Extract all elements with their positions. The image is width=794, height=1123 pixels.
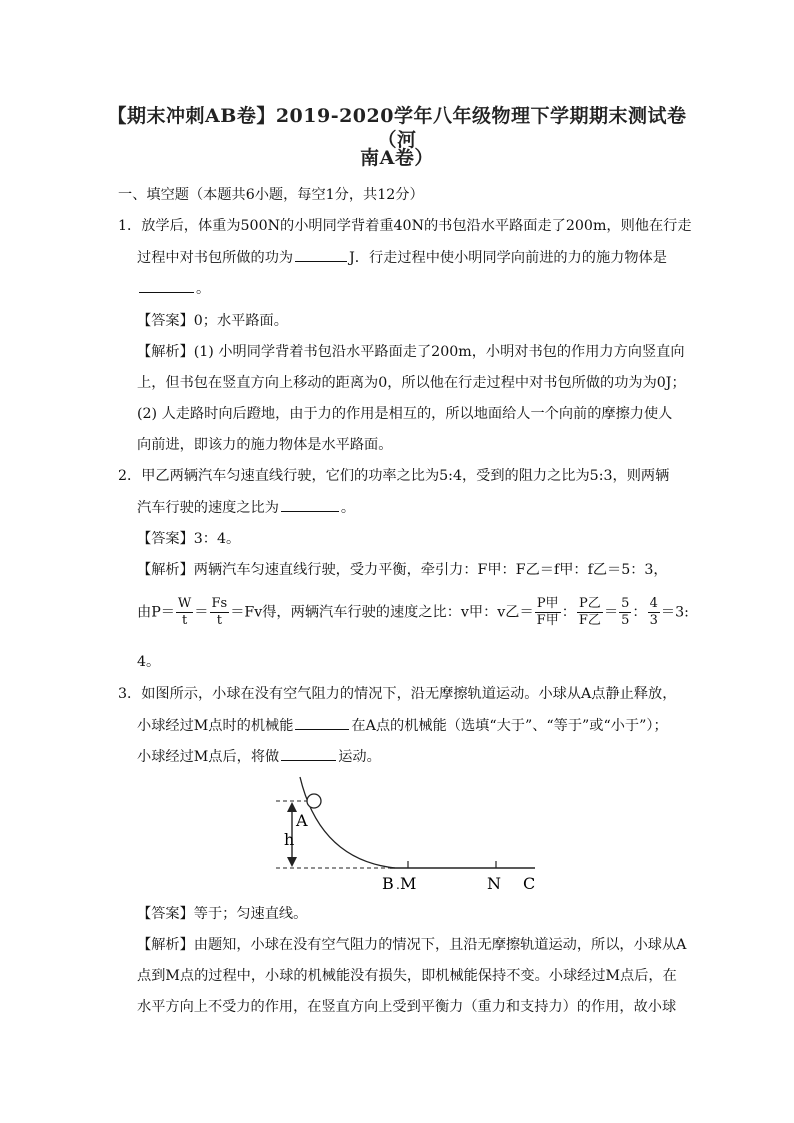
dot-separator: . xyxy=(396,878,400,892)
fraction-p-jia-over-f-jia: $\frac{\text{P甲}}{\text{F甲}}$ xyxy=(536,596,559,628)
q1-explanation-4: 向前进，即该力的施力物体是水平路面。 xyxy=(137,437,393,453)
q1-blank-1[interactable] xyxy=(295,247,347,262)
q3-line-3b: 运动。 xyxy=(338,749,381,765)
q1-blank-2[interactable] xyxy=(139,278,194,293)
fraction-w-over-t: $\frac{W}{t}$ xyxy=(177,596,192,628)
q3-line-2 xyxy=(137,715,668,736)
q3-explanation-2: 点到M点的过程中，小球的机械能没有损失，即机械能保持不变。小球经过M点后，在 xyxy=(137,968,677,984)
q2-explanation-1: 【解析】两辆汽车匀速直线行驶，受力平衡，牵引力：F甲：F乙＝f甲：f乙＝5：3， xyxy=(137,562,668,578)
q3-blank-1[interactable] xyxy=(295,715,349,730)
q3-blank-2[interactable] xyxy=(281,746,336,761)
fraction-5-over-5: $\frac{5}{5}$ xyxy=(621,596,630,628)
q2-line-2a: 汽车行驶的速度之比为 xyxy=(137,500,279,516)
q2-explanation-3: 4。 xyxy=(137,654,161,670)
q2-formula-prefix: 由P＝ xyxy=(137,604,175,621)
q2-line-2 xyxy=(137,497,355,518)
q1-line-1: 1．放学后，体重为500N的小明同学背着重40N的书包沿水平路面走了200m，则他在行走 xyxy=(118,218,692,234)
fraction-p-yi-over-f-yi: $\frac{\text{P乙}}{\text{F乙}}$ xyxy=(578,596,601,628)
q2-formula-mid: ＝Fv得，两辆汽车行驶的速度之比：v甲：v乙＝ xyxy=(230,604,534,621)
curved-track xyxy=(300,777,395,868)
fraction-4-over-3: $\frac{4}{3}$ xyxy=(649,596,658,628)
page-title-line-2: 南A卷） xyxy=(360,147,434,169)
q3-explanation-1: 【解析】由题知，小球在没有空气阻力的情况下，且沿无摩擦轨道运动，所以，小球从A xyxy=(137,937,687,953)
q1-explanation-1: 【解析】(1) 小明同学背着书包沿水平路面走了200m，小明对书包的作用力方向竖直向 xyxy=(137,344,685,360)
q1-explanation-3: (2) 人走路时向后蹬地，由于力的作用是相互的，所以地面给人一个向前的摩擦力使人 xyxy=(137,406,673,422)
ball xyxy=(307,794,321,808)
q1-answer: 【答案】0；水平路面。 xyxy=(137,313,288,329)
arrow-down-icon xyxy=(287,857,297,867)
q2-blank-1[interactable] xyxy=(281,497,339,512)
label-b: B xyxy=(382,874,394,893)
q3-line-3a: 小球经过M点后，将做 xyxy=(137,749,280,765)
label-h: h xyxy=(284,830,295,849)
q2-line-1: 2．甲乙两辆汽车匀速直线行驶，它们的功率之比为5:4，受到的阻力之比为5:3，则两辆 xyxy=(118,468,670,484)
q3-line-3 xyxy=(137,746,381,767)
fraction-fs-over-t: $\frac{Fs}{t}$ xyxy=(211,596,228,628)
q1-line-2b: J．行走过程中使小明同学向前进的力的施力物体是 xyxy=(349,250,667,266)
label-a: A xyxy=(296,811,308,830)
q3-line-1: 3．如图所示，小球在没有空气阻力的情况下，沿无摩擦轨道运动。小球从A点静止释放， xyxy=(118,686,677,702)
q2-formula-end: ＝3: xyxy=(660,604,689,621)
q2-answer: 【答案】3：4。 xyxy=(137,531,241,547)
q3-line-2b: 在A点的机械能（选填“大于”、“等于”或“小于”）； xyxy=(351,718,668,734)
q3-answer: 【答案】等于；匀速直线。 xyxy=(137,906,308,922)
section-heading: 一、填空题（本题共6小题，每空1分，共12分） xyxy=(118,187,424,203)
q1-line-2 xyxy=(137,247,667,268)
q2-explanation-2: 由P＝ $\frac{W}{t}$ ＝ $\frac{Fs}{t}$ ＝Fv得，两辆汽车行驶的速度之比：v甲：v乙＝ $\frac{\text{P甲}}{\text{F甲}}$ ： $\frac{\text{P乙}}{\text{F乙}}$ ＝ $\frac{5}{5}$ ： $\frac{4}{3}$ ＝3: xyxy=(137,596,689,628)
q2-line-2b: 。 xyxy=(340,500,356,516)
label-m: M xyxy=(400,874,417,893)
track-diagram xyxy=(260,772,550,897)
page-title-line-1: 【期末冲刺AB卷】2019-2020学年八年级物理下学期期末测试卷（河 xyxy=(107,105,687,151)
label-n: N xyxy=(487,874,501,893)
q3-line-2a: 小球经过M点时的机械能 xyxy=(137,718,294,734)
q3-explanation-3: 水平方向上不受力的作用，在竖直方向上受到平衡力（重力和支持力）的作用，故小球 xyxy=(137,999,677,1015)
q1-line-3-end: 。 xyxy=(196,281,211,297)
q1-explanation-2: 上，但书包在竖直方向上移动的距离为0，所以他在行走过程中对书包所做的功为为0J； xyxy=(137,375,686,391)
label-c: C xyxy=(523,874,536,893)
q1-line-2a: 过程中对书包所做的功为 xyxy=(137,250,294,266)
q1-line-3 xyxy=(137,278,210,299)
